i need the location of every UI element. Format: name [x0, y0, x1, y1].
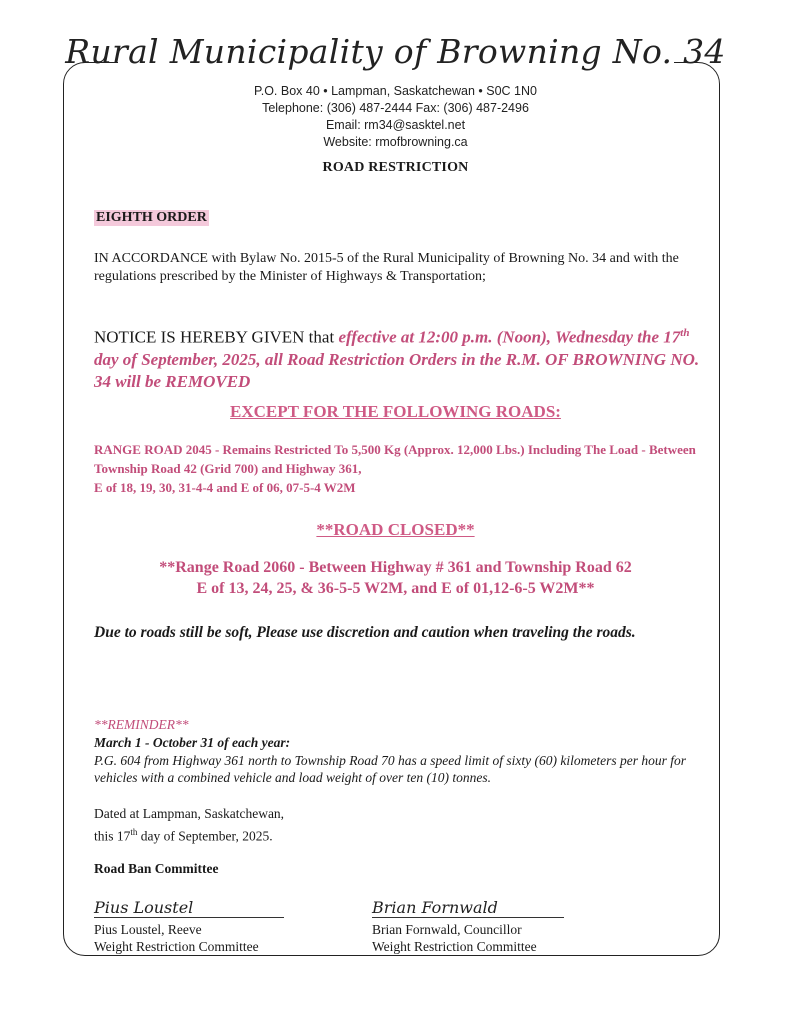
- dated-date: [94, 823, 284, 846]
- range-road-2045: [94, 440, 714, 497]
- range-road-2045-legal: E of 18, 19, 30, 31-4-4 and E of 06, 07-5-4 W2M: [94, 480, 356, 495]
- address-line: P.O. Box 40 • Lampman, Saskatchewan • S0C 1N0: [254, 84, 537, 98]
- order-label: EIGHTH ORDER: [96, 210, 207, 225]
- range-road-2060-legal: E of 13, 24, 25, & 36-5-5 W2M, and E of 01,12-6-5 W2M**: [196, 580, 595, 597]
- reminder-text: P.G. 604 from Highway 361 north to Township Road 70 has a speed limit of sixty (60) kilometers per hour for vehicles with a combined vehicle and load weight of over ten (10) tonnes.: [94, 753, 686, 785]
- signatory-loustel-name: Pius Loustel, Reeve: [94, 922, 202, 937]
- dated-date-b: day of September, 2025.: [137, 828, 273, 844]
- website-line: Website: rmofbrowning.ca: [323, 135, 468, 149]
- except-heading: EXCEPT FOR THE FOLLOWING ROADS:: [230, 402, 561, 421]
- range-road-2060: [0, 557, 791, 599]
- reminder-label: **REMINDER**: [94, 717, 189, 732]
- range-road-2045-text: RANGE ROAD 2045 - Remains Restricted To 5,500 Kg (Approx. 12,000 Lbs.) Including The Load - Between Township Road 42 (Grid 700) and Highway 361,: [94, 442, 696, 476]
- dated-date-sup: th: [130, 827, 138, 837]
- committee-name: Road Ban Committee: [94, 861, 219, 876]
- signature-fornwald: Brian Fornwald: [372, 898, 498, 917]
- signatory-loustel: [94, 921, 259, 955]
- notice-removed: day of September, 2025, all Road Restriction Orders in the R.M. OF BROWNING NO. 34 will be REMOVED: [94, 349, 700, 391]
- notice-effective: effective at 12:00 p.m. (Noon), Wednesday the 17: [338, 327, 681, 347]
- caution-paragraph: Due to roads still be soft, Please use discretion and caution when traveling the roads.: [94, 624, 636, 641]
- notice-paragraph: [94, 322, 714, 393]
- notice-sup: th: [680, 327, 690, 339]
- reminder-dates: March 1 - October 31 of each year:: [94, 735, 291, 750]
- notice-lead: NOTICE IS HEREBY GIVEN that: [94, 327, 339, 347]
- signatory-loustel-committee: Weight Restriction Committee: [94, 939, 259, 954]
- email-line: Email: rm34@sasktel.net: [325, 118, 466, 132]
- signatory-fornwald: [372, 921, 537, 955]
- municipality-title: Rural Municipality of Browning No. 34: [65, 32, 726, 71]
- signature-line-loustel: [94, 917, 284, 918]
- range-road-2060-text: **Range Road 2060 - Between Highway # 361 and Township Road 62: [159, 559, 632, 576]
- dated-place: Dated at Lampman, Saskatchewan,: [94, 806, 285, 821]
- document-heading: ROAD RESTRICTION: [322, 160, 469, 175]
- signatory-fornwald-committee: Weight Restriction Committee: [372, 939, 537, 954]
- dated-block: [94, 805, 284, 846]
- road-closed-heading: **ROAD CLOSED**: [316, 520, 475, 539]
- signature-line-fornwald: [372, 917, 564, 918]
- signatory-fornwald-name: Brian Fornwald, Councillor: [372, 922, 522, 937]
- signature-loustel: Pius Loustel: [94, 898, 194, 917]
- contact-block: [0, 83, 791, 151]
- dated-date-a: this 17: [94, 828, 131, 844]
- phone-line: Telephone: (306) 487-2444 Fax: (306) 487-2496: [262, 101, 529, 115]
- accordance-paragraph: IN ACCORDANCE with Bylaw No. 2015-5 of the Rural Municipality of Browning No. 34 and with the regulations prescribed by the Minister of Highways & Transportation;: [94, 251, 679, 284]
